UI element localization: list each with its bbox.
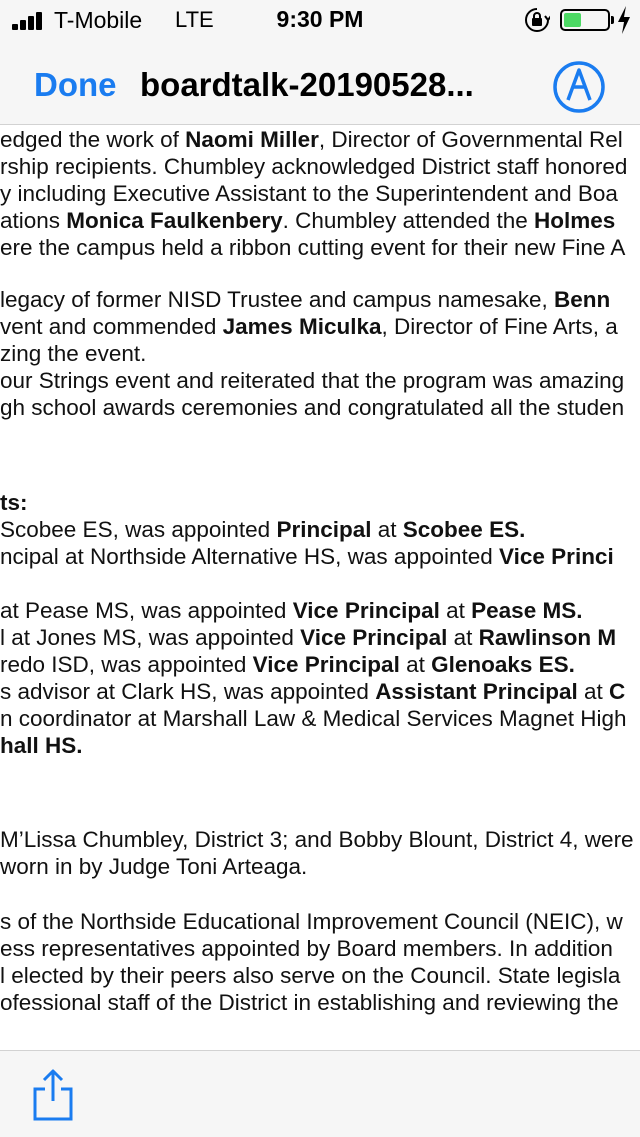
document-text-line [0,705,627,732]
text-run: l elected by their peers also serve on the Council. State legisla [0,963,621,988]
text-run: at [371,517,403,542]
document-text-line [0,826,634,853]
bold-text: James Miculka [222,314,382,339]
document-text-line [0,313,618,340]
text-run: . Chumbley attended the [282,208,535,233]
text-run: at [439,598,472,623]
document-text-line [0,286,610,313]
top-bar [0,0,640,125]
bottom-toolbar [0,1050,640,1137]
text-run: at [399,652,432,677]
status-time: 9:30 PM [276,6,364,32]
text-run: , Director of Fine Arts, a [381,314,618,339]
document-text-line [0,853,307,880]
document-text-line [0,394,624,421]
text-run: ofessional staff of the District in establishing and reviewing the [0,990,619,1015]
document-text-line [0,489,28,516]
text-run: Scobee ES, was appointed [0,517,277,542]
document-text-line [0,908,623,935]
text-run: edged the work of [0,127,186,152]
network-type: LTE [175,7,214,32]
status-bar [0,0,640,40]
bold-text: Vice Principal [300,625,448,650]
text-run: l at Jones MS, was appointed [0,625,301,650]
bold-text: Vice Principal [252,652,400,677]
bold-text: Assistant Principal [375,679,578,704]
document-text-line [0,962,620,989]
text-run: n coordinator at Marshall Law & Medical Services Magnet High [0,706,627,731]
bold-text: Holmes [534,208,616,233]
document-text-line [0,367,624,394]
text-run: ations [0,208,67,233]
text-run: s advisor at Clark HS, was appointed [0,679,376,704]
text-run: rship recipients. Chumbley acknowledged District staff honored [0,154,628,179]
done-button[interactable]: Done [34,66,117,103]
document-text-line [0,234,625,261]
document-text-line [0,207,615,234]
bold-text: C [609,679,626,704]
bold-text: Scobee ES. [402,517,526,542]
text-run: M’Lissa Chumbley, District 3; and Bobby Blount, District 4, were [0,827,634,852]
charging-bolt-icon [616,6,632,34]
document-text-line [0,153,627,180]
share-icon[interactable] [30,1067,76,1123]
bold-text: Naomi Miller [185,127,319,152]
bold-text: Rawlinson M [478,625,617,650]
battery-icon [560,9,610,31]
text-run: gh school awards ceremonies and congratulated all the studen [0,395,625,420]
text-run: redo ISD, was appointed [0,652,253,677]
bold-text: Glenoaks ES. [431,652,575,677]
document-text-line [0,597,582,624]
text-run: legacy of former NISD Trustee and campus namesake, [0,287,554,312]
document-text-line [0,935,613,962]
text-run: zing the event. [0,341,147,366]
bold-text: Pease MS. [471,598,583,623]
text-run: worn in by Judge Toni Arteaga. [0,854,308,879]
text-run: at [577,679,610,704]
text-run: y including Executive Assistant to the Superintendent and Boa [0,181,618,206]
document-title: boardtalk-20190528... [140,66,474,103]
carrier-name: T-Mobile [54,7,143,33]
document-text-line [0,340,146,367]
bold-text: Monica Faulkenbery [66,208,283,233]
document-text-line [0,732,83,759]
bold-text: Principal [276,517,372,542]
document-text-line [0,126,623,153]
document-text-line [0,516,525,543]
bold-text: Benn [554,287,611,312]
markup-pen-icon[interactable] [552,60,606,114]
document-text-line [0,624,616,651]
text-run: , Director of Governmental Rel [318,127,623,152]
text-run: our Strings event and reiterated that the program was amazing [0,368,625,393]
text-run: s of the Northside Educational Improvement Council (NEIC), w [0,909,623,934]
nav-bar [0,44,640,124]
text-run: at Pease MS, was appointed [0,598,293,623]
document-text-line [0,678,625,705]
bold-text: hall HS. [0,733,83,758]
text-run: ess representatives appointed by Board members. In addition [0,936,613,961]
document-text-line [0,989,619,1016]
document-text-line [0,543,614,570]
document-text-line [0,651,575,678]
battery-fill [564,13,581,27]
bold-text: Vice Principal [292,598,440,623]
orientation-lock-icon [524,7,550,33]
text-run: ere the campus held a ribbon cutting event for their new Fine A [0,235,626,260]
text-run: vent and commended [0,314,223,339]
pdf-page-content[interactable] [0,124,640,1050]
bold-text: Vice Princi [499,544,614,569]
bold-text: ts: [0,490,28,515]
text-run: at [447,625,479,650]
text-run: ncipal at Northside Alternative HS, was appointed [0,544,500,569]
document-text-line [0,180,618,207]
